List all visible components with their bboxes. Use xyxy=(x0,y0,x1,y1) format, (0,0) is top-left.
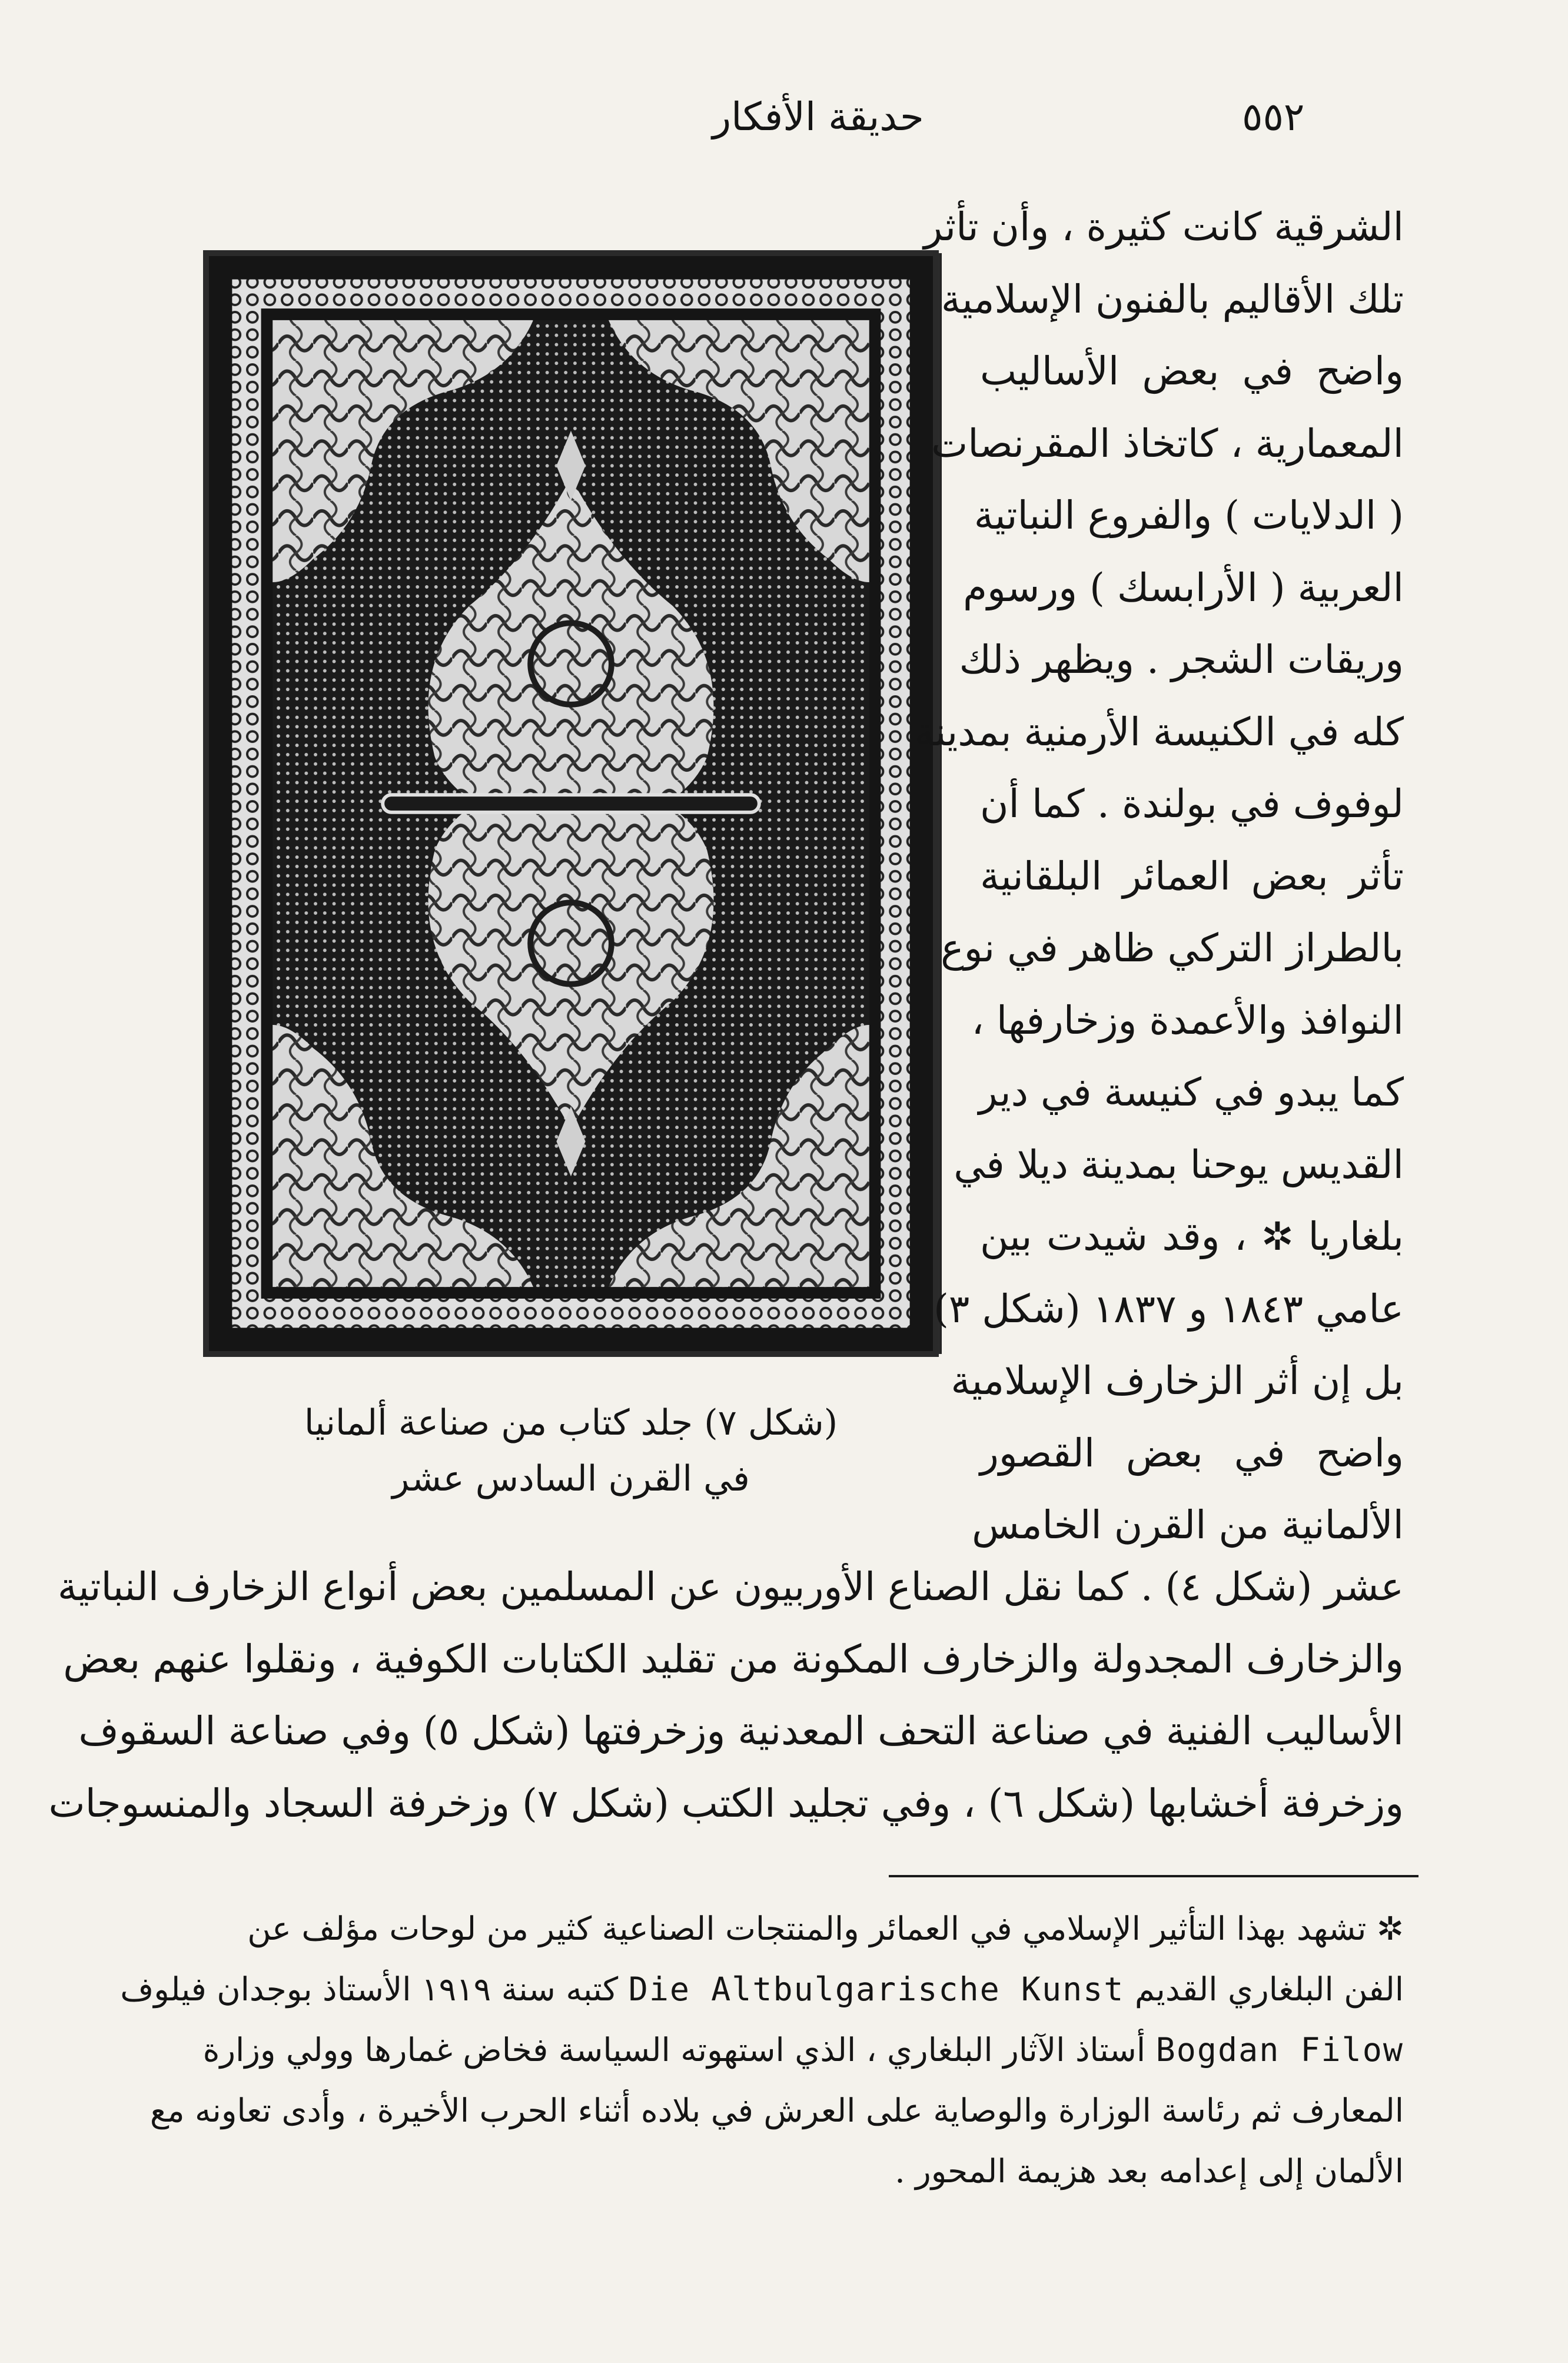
page-number: ٥٥٢ xyxy=(1242,94,1305,140)
text-line: وزخرفة أخشابها (شكل ٦) ، وفي تجليد الكتب (شكل ٧) وزخرفة السجاد والمنسوجات xyxy=(48,1780,1404,1826)
text-line: الشرقية كانت كثيرة ، وأن تأثر xyxy=(923,204,1404,250)
latin-book-title: Die Altbulgarische Kunst xyxy=(628,1970,1125,2008)
figure-caption xyxy=(203,1395,939,1507)
latin-author-name: Bogdan Filow xyxy=(1155,2031,1404,2069)
text-line: القديس يوحنا بمدينة ديلا في xyxy=(954,1141,1404,1187)
body-text-narrow-column xyxy=(914,191,1404,1562)
text-line: لوفوف في بولندة . كما أن xyxy=(980,781,1404,827)
body-text-full-width xyxy=(48,1551,1404,1840)
caption-line: في القرن السادس عشر xyxy=(392,1458,750,1499)
text-line: الألمانية من القرن الخامس xyxy=(972,1502,1404,1548)
text-line: كما يبدو في كنيسة في دير xyxy=(978,1070,1404,1115)
caption-line: (شكل ٧) جلد كتاب من صناعة ألمانيا xyxy=(304,1402,838,1443)
footnote-line: الألمان إلى إعدامه بعد هزيمة المحور . xyxy=(895,2152,1404,2190)
text-line: واضح في بعض الأساليب xyxy=(980,349,1404,394)
text-line: بل إن أثر الزخارف الإسلامية xyxy=(951,1358,1404,1403)
footnote-separator xyxy=(889,1875,1418,1877)
footnote-line: المعارف ثم رئاسة الوزارة والوصاية على العرش في بلاده أثناء الحرب الأخيرة ، وأدى تعاونه مع xyxy=(150,2092,1404,2129)
text-line: عشر (شكل ٤) . كما نقل الصناع الأوربيون عن المسلمين بعض أنواع الزخارف النباتية xyxy=(57,1564,1404,1609)
footnote-text: كتبه سنة ١٩١٩ الأستاذ بوجدان فيلوف xyxy=(120,1970,619,2008)
text-line: وريقات الشجر . ويظهر ذلك xyxy=(959,637,1404,682)
text-line: ( الدلايات ) والفروع النباتية xyxy=(974,493,1404,538)
book-binding-figure xyxy=(203,250,939,1357)
ornament-illustration xyxy=(209,256,933,1351)
footnote-line xyxy=(165,2020,1404,2080)
text-line: بلغاريا ✲ ، وقد شيدت بين xyxy=(980,1214,1404,1259)
footnote-text: أستاذ الآثار البلغاري ، الذي استهوته السياسة فخاض غمارها وولي وزارة xyxy=(202,2031,1146,2069)
text-line: تلك الأقاليم بالفنون الإسلامية xyxy=(941,276,1404,322)
footnote-line xyxy=(120,1959,1404,2020)
footnote-line: ✲ تشهد بهذا التأثير الإسلامي في العمائر والمنتجات الصناعية كثير من لوحات مؤلف عن xyxy=(247,1910,1404,1947)
running-title: حديقة الأفكار xyxy=(712,94,924,140)
text-line: تأثر بعض العمائر البلقانية xyxy=(980,853,1404,899)
text-line: والزخارف المجدولة والزخارف المكونة من تقليد الكتابات الكوفية ، ونقلوا عنهم بعض xyxy=(63,1636,1404,1682)
text-line: عامي ١٨٤٣ و ١٨٣٧ (شكل ٣) xyxy=(934,1286,1404,1332)
text-line: المعمارية ، كاتخاذ المقرنصات xyxy=(931,420,1404,466)
text-line: بالطراز التركي ظاهر في نوع xyxy=(941,925,1404,971)
text-line: النوافذ والأعمدة وزخارفها ، xyxy=(971,997,1404,1043)
text-line: واضح في بعض القصور xyxy=(980,1430,1404,1476)
text-line: العربية ( الأرابسك ) ورسوم xyxy=(963,565,1404,610)
text-line: الأساليب الفنية في صناعة التحف المعدنية وزخرفتها (شكل ٥) وفي صناعة السقوف xyxy=(78,1708,1404,1754)
footnote xyxy=(120,1899,1404,2202)
text-line: كله في الكنيسة الأرمنية بمدينة xyxy=(914,709,1404,755)
footnote-text: الفن البلغاري القديم xyxy=(1134,1970,1404,2008)
